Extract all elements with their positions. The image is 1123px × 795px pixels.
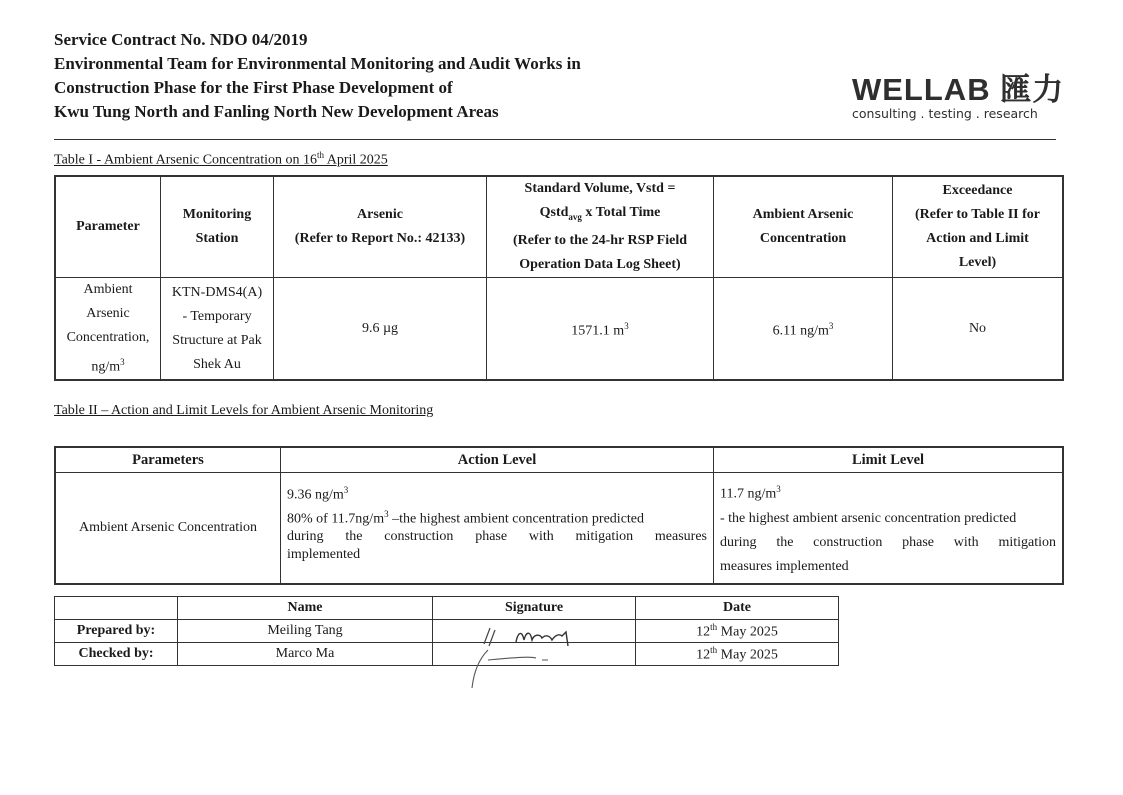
prepared-by-name: Meiling Tang bbox=[178, 620, 433, 643]
table1-data-row bbox=[55, 277, 1063, 380]
cell-limit-level: 11.7 $ng/m^3$ - the highest ambient arsenic concentration predicted during the construction phase with mitigation measures implemented bbox=[714, 473, 1064, 584]
document-header bbox=[54, 28, 754, 124]
th-ambient-concentration: Ambient Arsenic Concentration bbox=[714, 176, 893, 277]
table2-caption: Table II – Action and Limit Levels for Ambient Arsenic Monitoring bbox=[54, 403, 434, 418]
header-divider bbox=[54, 139, 1056, 140]
prepared-by-label: Prepared by: bbox=[55, 620, 178, 643]
th-standard-volume: Standard Volume, Vstd = Qstd$_{avg}$ x Total Time (Refer to the 24-hr RSP Field Operation Data Log Sheet) bbox=[487, 176, 714, 277]
wellab-logo bbox=[852, 72, 1065, 122]
cell-parameter: Ambient Arsenic Concentration, $ng/m^3$ bbox=[55, 277, 161, 380]
th-name: Name bbox=[178, 597, 433, 620]
checked-by-name: Marco Ma bbox=[178, 643, 433, 666]
signoff-header-row bbox=[55, 597, 839, 620]
th-parameters: Parameters bbox=[55, 447, 281, 473]
table1-caption bbox=[54, 150, 388, 169]
cell-arsenic: 9.6 µg bbox=[274, 277, 487, 380]
signoff-row-prepared bbox=[55, 620, 839, 643]
th-date: Date bbox=[636, 597, 839, 620]
cell-ambient-parameter: Ambient Arsenic Concentration bbox=[55, 473, 281, 584]
cell-action-level: 9.36 $ng/m^3$ 80% of $11.7ng/m^3$ –the highest ambient concentration predicted during the construction phase with mitigation measures implemented bbox=[281, 473, 714, 584]
table1-caption-text: Table I - Ambient Arsenic Concentration on 16 bbox=[54, 152, 318, 168]
logo-tagline: consulting . testing . research bbox=[852, 106, 1038, 121]
signoff-table bbox=[54, 596, 839, 666]
checked-date: 12th May 2025 bbox=[636, 643, 839, 666]
th-limit-level: Limit Level bbox=[714, 447, 1064, 473]
table1-header-row bbox=[55, 176, 1063, 277]
th-parameter: Parameter bbox=[55, 176, 161, 277]
th-station: Monitoring Station bbox=[161, 176, 274, 277]
th-action-level: Action Level bbox=[281, 447, 714, 473]
table2-header-row bbox=[55, 447, 1063, 473]
arsenic-concentration-table bbox=[54, 175, 1064, 381]
cell-exceedance: No bbox=[893, 277, 1064, 380]
th-signature: Signature bbox=[433, 597, 636, 620]
signoff-row-checked bbox=[55, 643, 839, 666]
handwritten-signatures bbox=[460, 620, 610, 700]
header-line-team: Environmental Team for Environmental Monitoring and Audit Works in bbox=[54, 54, 581, 73]
header-line-phase: Construction Phase for the First Phase Development of bbox=[54, 78, 453, 97]
cell-ambient-concentration: 6.11 $ng/m^3$ bbox=[714, 277, 893, 380]
logo-word: WELLAB 匯力 bbox=[852, 72, 1065, 107]
table2-data-row bbox=[55, 473, 1063, 584]
checked-by-label: Checked by: bbox=[55, 643, 178, 666]
action-limit-table bbox=[54, 446, 1064, 585]
cell-station: KTN-DMS4(A) - Temporary Structure at Pak Shek Au bbox=[161, 277, 274, 380]
prepared-date: 12th May 2025 bbox=[636, 620, 839, 643]
th-blank bbox=[55, 597, 178, 620]
header-line-area: Kwu Tung North and Fanling North New Development Areas bbox=[54, 102, 499, 121]
th-exceedance: Exceedance (Refer to Table II for Action and Limit Level) bbox=[893, 176, 1064, 277]
table1-caption-date: April 2025 bbox=[324, 152, 388, 168]
header-line-contract: Service Contract No. NDO 04/2019 bbox=[54, 30, 308, 49]
th-arsenic: Arsenic (Refer to Report No.: 42133) bbox=[274, 176, 487, 277]
table1-caption-sup: th bbox=[317, 150, 325, 160]
cell-standard-volume: 1571.1 $m^3$ bbox=[487, 277, 714, 380]
